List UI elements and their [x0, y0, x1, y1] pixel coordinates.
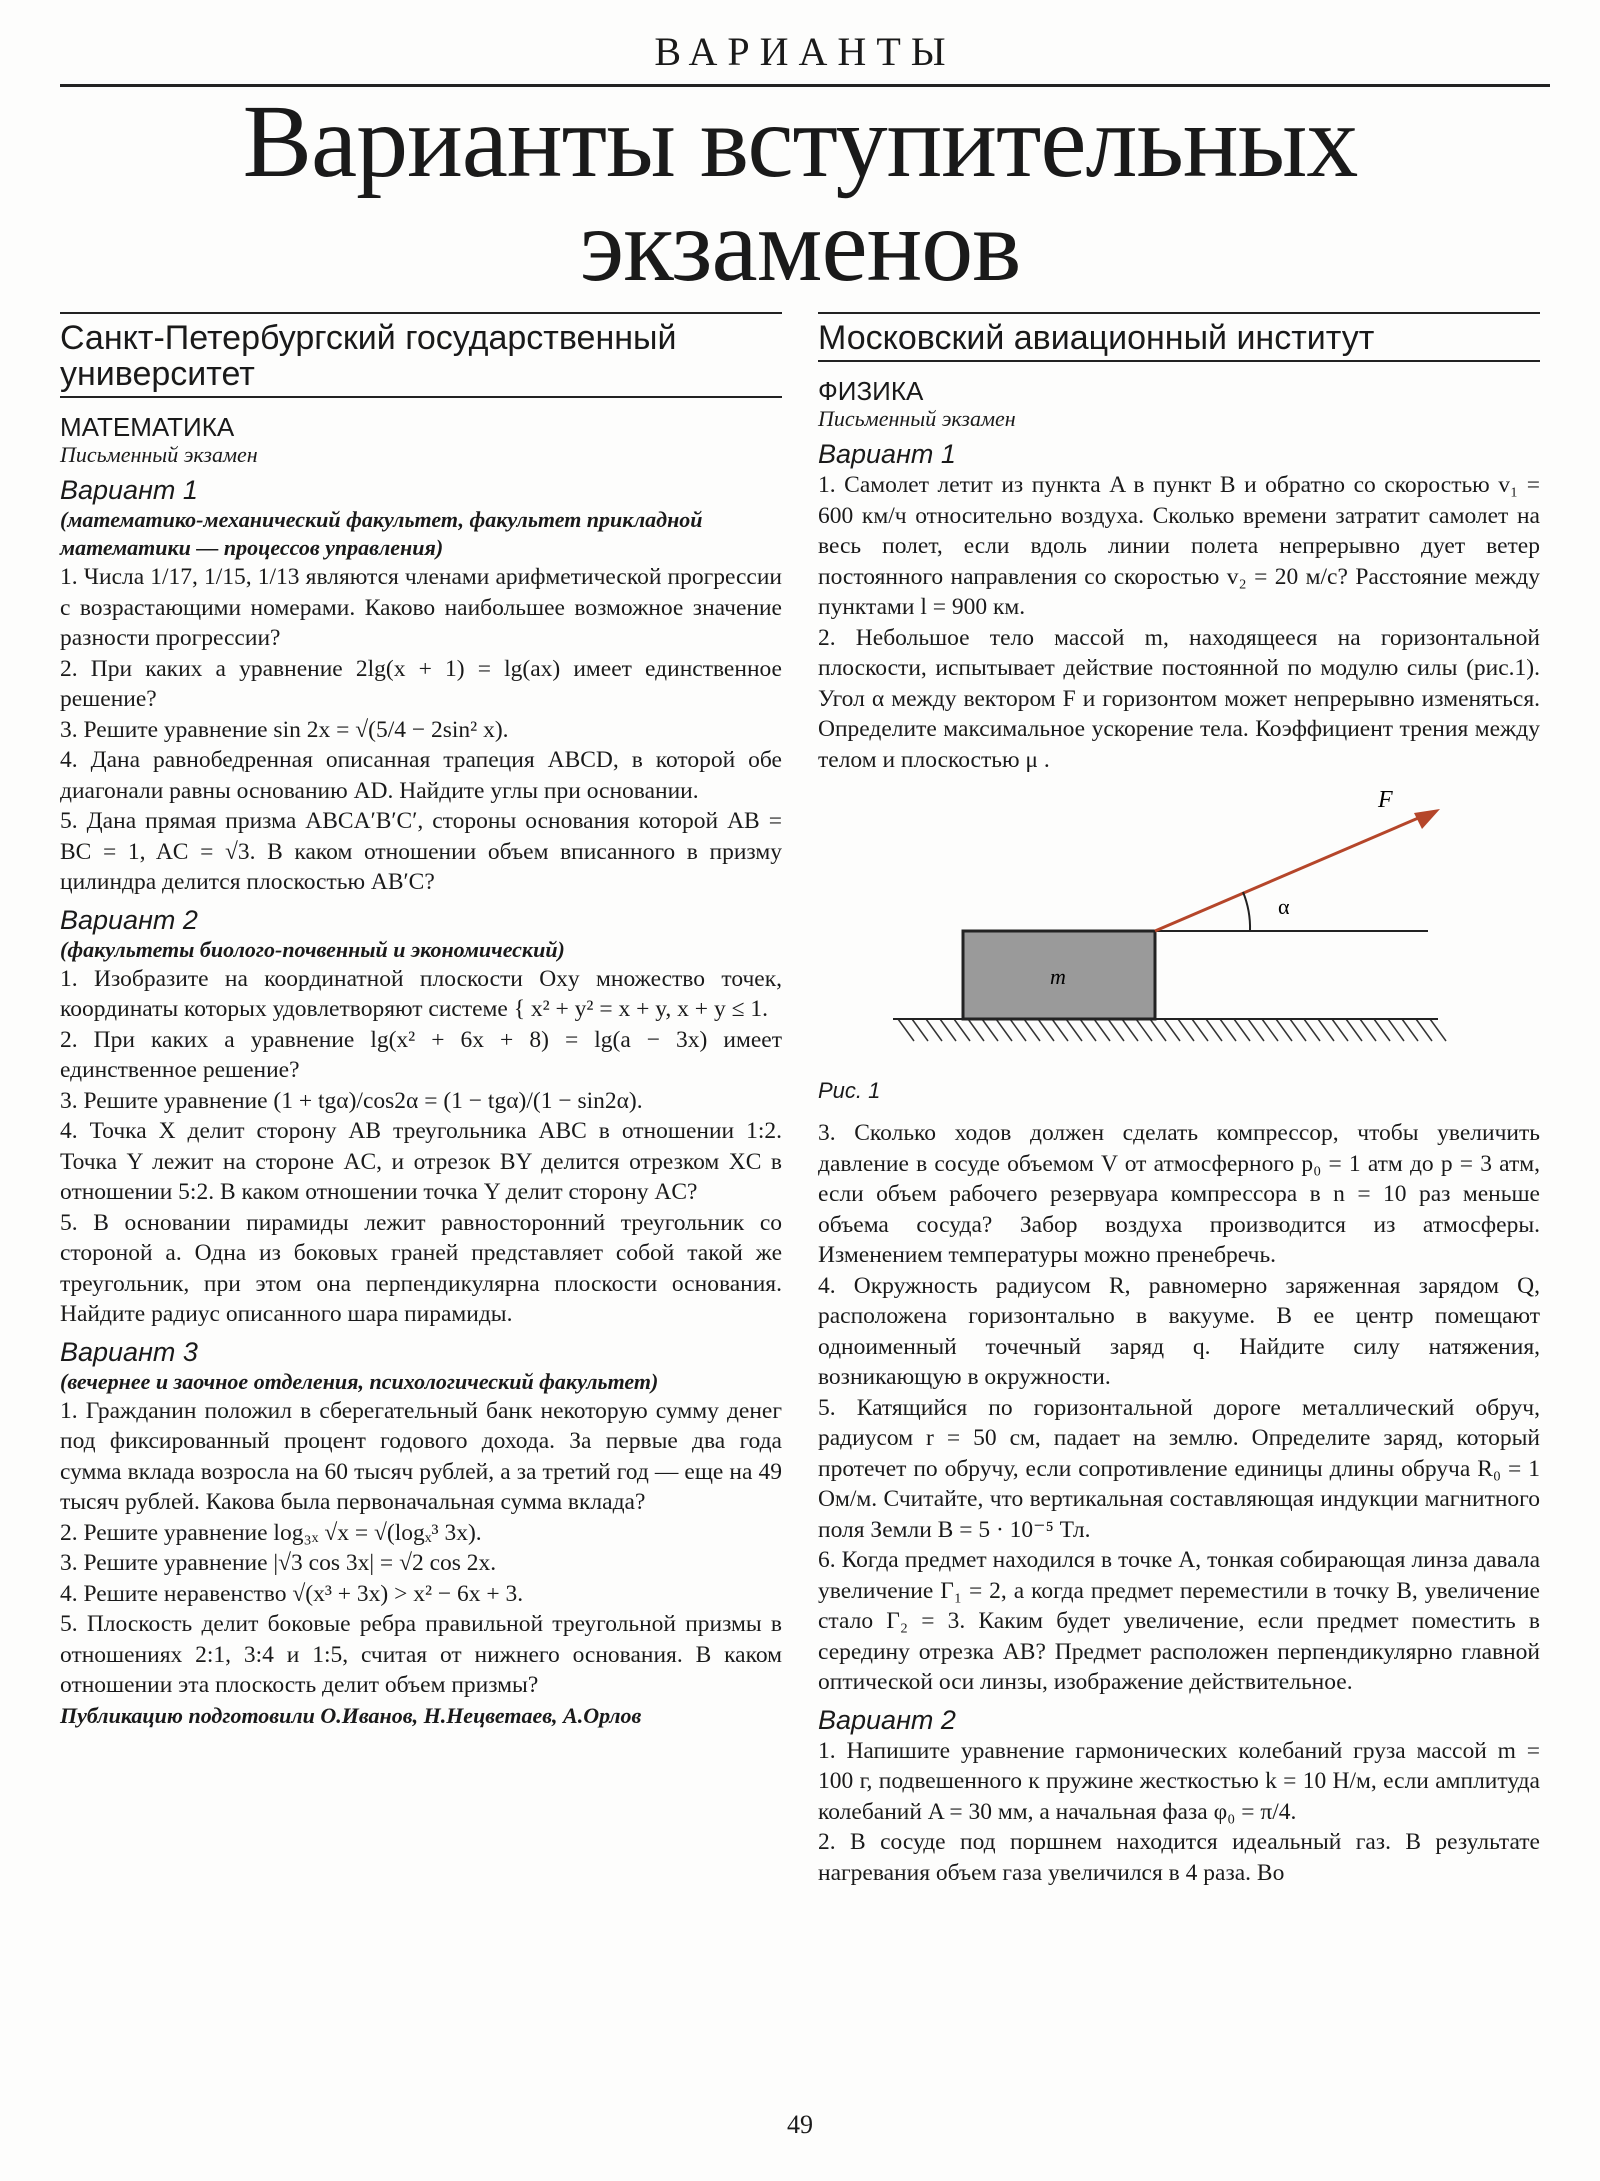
problem: 2. Небольшое тело массой m, находящееся на горизонтальной плоскости, испытывает действие постоянной по модулю силы (рис.1). Угол α между вектором F и горизонтом может непрерывно изменяться. Определите максимальное ускорение тела. Коэффициент трения между телом и плоскостью μ .	[818, 624, 1540, 773]
problem: 2. При каких a уравнение 2lg(x + 1) = lg(ax) имеет единственное решение?	[60, 655, 782, 712]
faculty-note: (факультеты биолого-почвенный и экономический)	[60, 936, 565, 962]
hatch-line	[1108, 1019, 1124, 1041]
hatch-line	[996, 1019, 1012, 1041]
ground-hatching	[898, 1019, 1446, 1041]
hatch-line	[1276, 1019, 1292, 1041]
hatch-line	[1066, 1019, 1082, 1041]
hatch-line	[1192, 1019, 1208, 1041]
institution-heading: Санкт-Петербургский государственный университет	[60, 312, 782, 398]
hatch-line	[898, 1019, 914, 1041]
page-number: 49	[787, 2110, 813, 2139]
angle-arc	[1243, 892, 1250, 931]
hatch-line	[1346, 1019, 1362, 1041]
variant-title: Вариант 2	[818, 1704, 956, 1735]
hatch-line	[1136, 1019, 1152, 1041]
hatch-line	[954, 1019, 970, 1041]
hatch-line	[1430, 1019, 1446, 1041]
institution-heading: Московский авиационный институт	[818, 312, 1540, 362]
problem: 1. Гражданин положил в сберегательный банк некоторую сумму денег под фиксированный процент годового дохода. За первые два года сумма вклада возросла на 60 тысяч рублей, а за третий год — еще на 49 тысяч рублей. Какова была первоначальная сумма вклада?	[60, 1397, 782, 1515]
left-column	[60, 312, 782, 1731]
problem: 5. Плоскость делит боковые ребра правильной треугольной призмы в отношениях 2:1, 3:4 и 1:5, считая от нижнего основания. В каком отношении эта плоскость делит объем призмы?	[60, 1611, 782, 1698]
problem: 3. Решите уравнение sin 2x = √(5/4 − 2sin² x).	[60, 716, 509, 743]
hatch-line	[1024, 1019, 1040, 1041]
angle-label: α	[1278, 894, 1290, 919]
problem: 4. Дана равнобедренная описанная трапеция ABCD, в которой обе диагонали равны основанию AD. Найдите углы при основании.	[60, 747, 782, 804]
subject-heading: ФИЗИКА	[818, 376, 924, 406]
variants-list	[60, 474, 782, 1701]
problem: 1. Изобразите на координатной плоскости Oxy множество точек, координаты которых удовлетворяют системе { x² + y² = x + y, x + y ≤ 1.	[60, 965, 782, 1022]
exam-type: Письменный экзамен	[60, 442, 258, 467]
problem: 5. Катящийся по горизонтальной дороге металлический обруч, радиусом r = 50 см, падает на землю. Определите заряд, который протечет по обручу, если сопротивление единицы длины обруча R₀ = 1 Ом/м. Считайте, что вертикальная составляющая индукции магнитного поля Земли B = 5 · 10⁻⁵ Тл.	[818, 1394, 1540, 1543]
mass-label: m	[1050, 964, 1066, 989]
hatch-line	[1402, 1019, 1418, 1041]
problem: 5. В основании пирамиды лежит равносторонний треугольник со стороной a. Одна из боковых граней представляет собой такой же треугольник, при этом она перпендикулярна плоскости основания. Найдите радиус описанного шара пирамиды.	[60, 1209, 782, 1327]
title-line: Варианты вступительных	[242, 84, 1358, 199]
problem: 3. Решите уравнение |√3 cos 3x| = √2 cos 2x.	[60, 1550, 497, 1576]
hatch-line	[1416, 1019, 1432, 1041]
figure-block-on-plane	[818, 779, 1540, 1059]
hatch-line	[1178, 1019, 1194, 1041]
page-title	[0, 84, 1600, 303]
problem: 3. Сколько ходов должен сделать компрессор, чтобы увеличить давление в сосуде объемом V от атмосферного p₀ = 1 атм до p = 3 атм, если объем рабочего резервуара компрессора в n = 10 раз меньше объема сосуда? Забор воздуха производится из атмосферы. Изменением температуры можно пренебречь.	[818, 1120, 1540, 1268]
force-arrow	[1155, 813, 1430, 931]
running-head: ВАРИАНТЫ	[60, 28, 1550, 87]
hatch-line	[1080, 1019, 1096, 1041]
subject-heading: МАТЕМАТИКА	[60, 412, 235, 442]
hatch-line	[1220, 1019, 1236, 1041]
hatch-line	[1304, 1019, 1320, 1041]
hatch-line	[982, 1019, 998, 1041]
hatch-line	[1248, 1019, 1264, 1041]
hatch-line	[1206, 1019, 1222, 1041]
hatch-line	[1052, 1019, 1068, 1041]
force-label: F	[1378, 787, 1393, 813]
problem: 4. Решите неравенство √(x³ + 3x) > x² − 6x + 3.	[60, 1580, 524, 1607]
problem: 1. Числа 1/17, 1/15, 1/13 являются членами арифметической прогрессии с возрастающими номерами. Каково наибольшее возможное значение разности прогрессии?	[60, 564, 782, 651]
hatch-line	[1038, 1019, 1054, 1041]
variant-title: Вариант 2	[60, 904, 198, 935]
hatch-line	[940, 1019, 956, 1041]
hatch-line	[1150, 1019, 1166, 1041]
right-column	[818, 312, 1540, 1888]
credit-line: Публикацию подготовили О.Иванов, Н.Нецветаев, А.Орлов	[60, 1702, 642, 1728]
hatch-line	[1360, 1019, 1376, 1041]
exam-type: Письменный экзамен	[818, 406, 1016, 431]
hatch-line	[968, 1019, 984, 1041]
variant-title: Вариант 1	[60, 475, 198, 505]
hatch-line	[1122, 1019, 1138, 1041]
title-line: экзаменов	[579, 188, 1021, 303]
problem: 6. Когда предмет находился в точке A, тонкая собирающая линза давала увеличение Γ₁ = 2, а когда предмет переместили в точку B, увеличение стало Γ₂ = 3. Каким будет увеличение, если предмет поместить в середину отрезка AB? Предмет расположен перпендикулярно главной оптической оси линзы, изображение действительное.	[818, 1547, 1540, 1695]
hatch-line	[1262, 1019, 1278, 1041]
hatch-line	[1164, 1019, 1180, 1041]
faculty-note: (вечернее и заочное отделения, психологический факультет)	[60, 1368, 659, 1394]
variant-title: Вариант 1	[818, 439, 956, 469]
hatch-line	[1374, 1019, 1390, 1041]
variant-title: Вариант 3	[60, 1336, 198, 1367]
hatch-line	[1332, 1019, 1348, 1041]
hatch-line	[1234, 1019, 1250, 1041]
problem: 4. Точка X делит сторону AB треугольника ABC в отношении 1:2. Точка Y лежит на стороне AC, и отрезок BY делится отрезком XC в отношении 5:2. В каком отношении точка Y делит сторону AC?	[60, 1118, 782, 1205]
problems-after-figure	[818, 1118, 1540, 1698]
problem: 1. Напишите уравнение гармонических колебаний груза массой m = 100 г, подвешенного к пружине жесткостью k = 10 Н/м, если амплитуда колебаний A = 30 мм, а начальная фаза φ₀ = π/4.	[818, 1737, 1540, 1825]
problems-before-figure	[818, 470, 1540, 775]
hatch-line	[1318, 1019, 1334, 1041]
problem: 4. Окружность радиусом R, равномерно заряженная зарядом Q, расположена горизонтально в вакууме. В ее центр помещают одноименный точечный заряд q. Найдите силу натяжения, возникающую в окружности.	[818, 1272, 1540, 1390]
variant-2-problems	[818, 1736, 1540, 1889]
problem: 3. Решите уравнение (1 + tgα)/cos2α = (1 − tgα)/(1 − sin2α).	[60, 1087, 643, 1114]
hatch-line	[912, 1019, 928, 1041]
figure-caption: Рис. 1	[818, 1077, 881, 1103]
faculty-note: (математико-механический факультет, факультет прикладной математики — процессов управления)	[60, 507, 703, 560]
hatch-line	[1094, 1019, 1110, 1041]
hatch-line	[926, 1019, 942, 1041]
hatch-line	[1290, 1019, 1306, 1041]
hatch-line	[1388, 1019, 1404, 1041]
arrow-head-icon	[1414, 809, 1440, 829]
hatch-line	[1010, 1019, 1026, 1041]
problem: 5. Дана прямая призма ABCA′B′C′, стороны основания которой AB = BC = 1, AC = √3. В каком отношении объем вписанного в призму цилиндра делится плоскостью AB′C?	[60, 808, 782, 895]
problem: 2. В сосуде под поршнем находится идеальный газ. В результате нагревания объем газа увеличился в 4 раза. Во	[818, 1829, 1540, 1886]
problem: 1. Самолет летит из пункта A в пункт B и обратно со скоростью v₁ = 600 км/ч относительно воздуха. Сколько времени затратит самолет на весь полет, если вдоль линии полета непрерывно дует ветер постоянного направления со скоростью v₂ = 20 м/с? Расстояние между пунктами l = 900 км.	[818, 472, 1540, 620]
problem: 2. Решите уравнение log₃ₓ √x = √(logₓ³ 3x).	[60, 1519, 482, 1546]
problem: 2. При каких a уравнение lg(x² + 6x + 8) = lg(a − 3x) имеет единственное решение?	[60, 1026, 782, 1083]
